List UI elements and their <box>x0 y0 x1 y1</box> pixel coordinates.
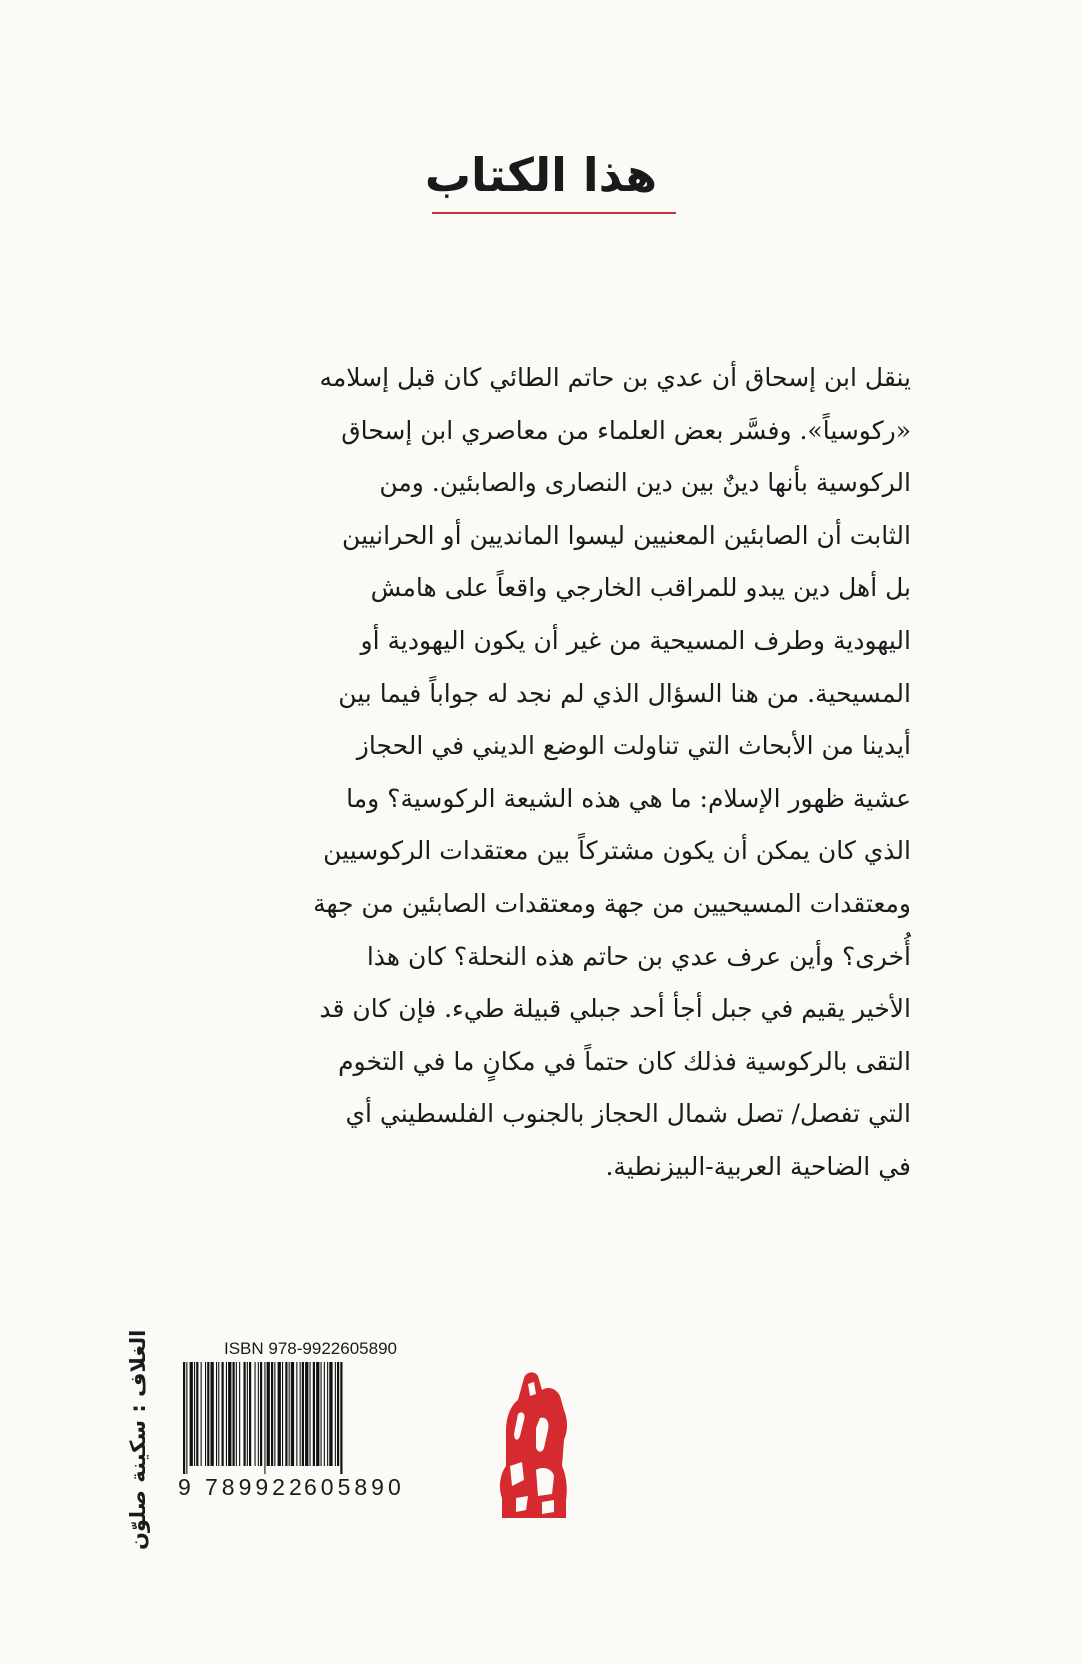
blurb-line: الركوسية بأنها دينٌ بين دين النصارى والصابئين. ومن <box>379 468 911 498</box>
barcode-bar <box>278 1362 281 1466</box>
barcode-bar <box>260 1362 262 1466</box>
barcode-bar <box>291 1362 294 1466</box>
barcode-bar <box>201 1362 202 1466</box>
blurb-line: الذي كان يمكن أن يكون مشتركاً بين معتقدات الركوسيين <box>323 836 911 866</box>
barcode-bar <box>310 1362 311 1466</box>
barcode-bar <box>300 1362 301 1466</box>
barcode-digits-right: 605890 <box>304 1474 405 1500</box>
blurb-line: التي تفصل/ تصل شمال الحجاز بالجنوب الفلسطيني أي <box>345 1099 911 1129</box>
blurb-line: عشية ظهور الإسلام: ما هي هذه الشيعة الركوسية؟ وما <box>346 783 911 813</box>
barcode-bar <box>313 1362 315 1466</box>
barcode-bar <box>316 1362 319 1466</box>
blurb-text <box>176 352 911 1194</box>
barcode-bar <box>236 1362 237 1466</box>
barcode-bar <box>233 1362 235 1466</box>
barcode-bar <box>274 1362 275 1466</box>
barcode-bar <box>226 1362 227 1466</box>
barcode-bar <box>282 1362 283 1466</box>
blurb-line: ينقل ابن إسحاق أن عدي بن حاتم الطائي كان قبل إسلامه <box>319 363 911 392</box>
barcode-bar <box>335 1362 336 1466</box>
barcode-digits-left: 789922 <box>205 1474 306 1500</box>
blurb-line: أُخرى؟ وأين عرف عدي بن حاتم هذه النحلة؟ كان هذا <box>366 941 911 971</box>
title-divider <box>432 212 676 214</box>
barcode-bar <box>324 1362 325 1466</box>
barcode-bar <box>285 1362 287 1466</box>
barcode-bar <box>207 1362 209 1466</box>
barcode-bar <box>337 1362 339 1466</box>
barcode-digit-first: 9 <box>178 1474 191 1500</box>
barcode-bar <box>305 1362 308 1466</box>
isbn-label: ISBN 978-9922605890 <box>224 1339 397 1358</box>
barcode-bar <box>329 1362 332 1466</box>
barcode-bar <box>340 1362 342 1474</box>
barcode-bar <box>186 1362 187 1474</box>
barcode-bar <box>302 1362 304 1466</box>
barcode-bar <box>321 1362 322 1466</box>
barcode-bar <box>190 1362 193 1466</box>
blurb-line: التقى بالركوسية فذلك كان حتماً في مكانٍ ما في التخوم <box>338 1046 911 1076</box>
barcode-bar <box>216 1362 217 1466</box>
cover-credit: الغلاف : سكينة صلوّن <box>126 1330 150 1551</box>
barcode-bar <box>196 1362 198 1466</box>
barcode-bar <box>218 1362 219 1466</box>
barcode-bar <box>228 1362 231 1466</box>
blurb-line: المسيحية. من هنا السؤال الذي لم نجد له جواباً فيما بين <box>338 678 911 708</box>
barcode-bar <box>258 1362 259 1466</box>
blurb-line: بل أهل دين يبدو للمراقب الخارجي واقعاً على هامش <box>370 573 911 603</box>
barcode-bar <box>249 1362 251 1466</box>
publisher-camel-stamp-icon <box>496 1370 570 1520</box>
page-title: هذا الكتاب <box>424 148 658 202</box>
barcode-bar <box>239 1362 240 1466</box>
barcode-bar <box>289 1362 290 1466</box>
blurb-line: الأخير يقيم في جبل أجأ أحد جبلي قبيلة طيء. فإن كان قد <box>319 994 911 1024</box>
barcode-bar <box>255 1362 256 1466</box>
blurb-line: اليهودية وطرف المسيحية من غير أن يكون اليهودية أو <box>360 625 911 655</box>
blurb-line: ومعتقدات المسيحيين من جهة ومعتقدات الصابئين من جهة <box>313 888 911 918</box>
blurb-line: في الضاحية العربية-البيزنطية. <box>605 1151 911 1181</box>
blurb-line: «ركوسياً». وفسَّر بعض العلماء من معاصري ابن إسحاق <box>341 415 911 445</box>
blurb-line: أيدينا من الأبحاث التي تناولت الوضع الديني في الحجاز <box>356 731 911 761</box>
barcode-bar <box>271 1362 273 1466</box>
blurb-line: الثابت أن الصابئين المعنيين ليسوا المانديين أو الحرانيين <box>342 520 911 550</box>
barcode-bar <box>194 1362 195 1466</box>
barcode-bar <box>327 1362 328 1466</box>
barcode-bar <box>211 1362 214 1466</box>
barcode-bar <box>264 1362 265 1474</box>
barcode-bar <box>267 1362 270 1466</box>
barcode-bar <box>296 1362 297 1466</box>
barcode-bar <box>205 1362 206 1466</box>
barcode-bar <box>247 1362 248 1466</box>
barcode-bar <box>222 1362 224 1466</box>
barcode-bar <box>183 1362 185 1474</box>
barcode-bar <box>244 1362 246 1466</box>
barcode-icon <box>181 1362 397 1474</box>
